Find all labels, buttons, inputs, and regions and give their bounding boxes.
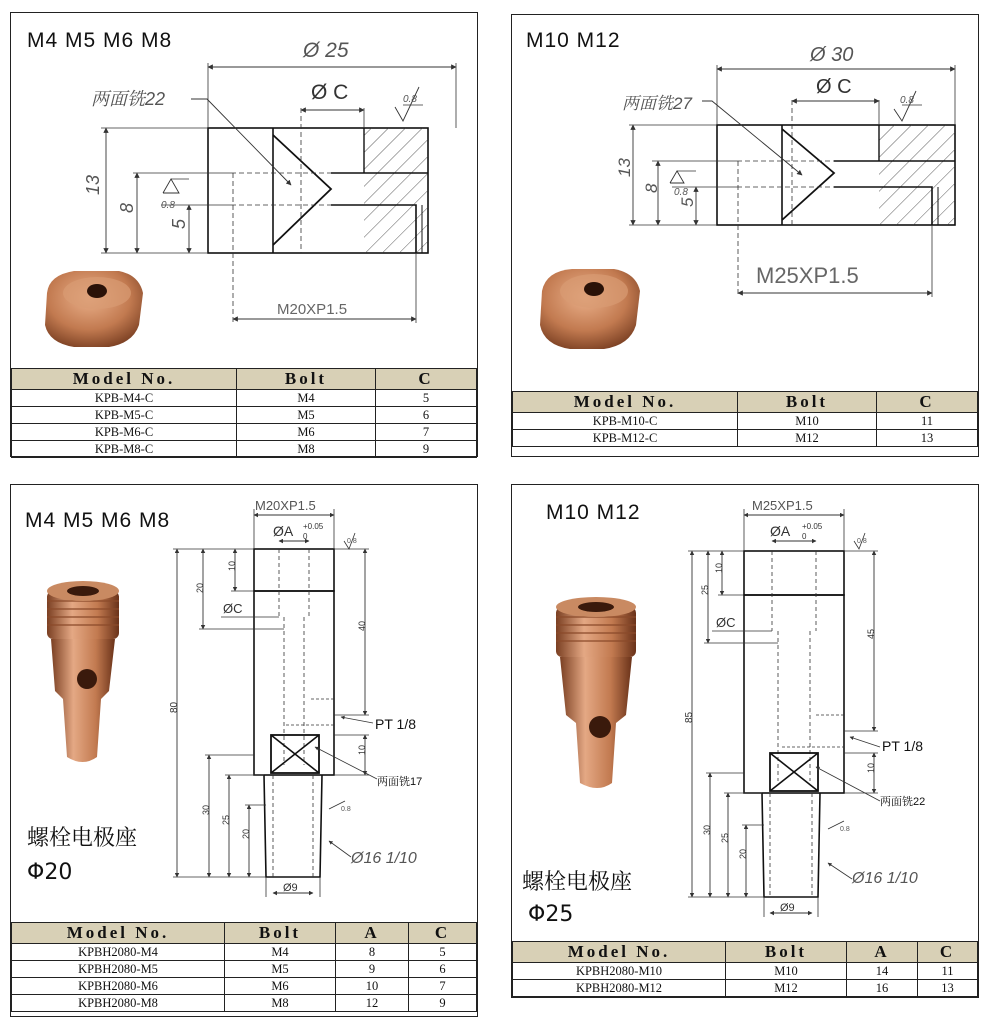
dim-80: 80: [169, 701, 180, 713]
cell-c: 7: [376, 424, 477, 441]
col-bolt: Bolt: [738, 392, 877, 413]
dim-flats: 两面铣27: [622, 94, 692, 113]
dim-85: 85: [684, 711, 695, 723]
cell-c: 9: [376, 441, 477, 458]
dim-thread: M20XP1.5: [277, 301, 348, 318]
dim-20b: 20: [241, 828, 251, 839]
dim-40: 40: [357, 620, 367, 631]
product-size: Φ25: [528, 902, 574, 927]
col-c: C: [918, 942, 978, 963]
table-row: [12, 390, 477, 407]
cell-bolt: M5: [225, 961, 336, 978]
col-model: Model No.: [513, 942, 726, 963]
product-name: 螺栓电极座: [27, 826, 138, 851]
dim-height-13: 13: [615, 158, 634, 177]
dim-c-dia: Ø C: [311, 81, 349, 104]
cell-c: 7: [409, 978, 477, 995]
panel-nut-m4-m8: [10, 12, 478, 457]
panel-title: M4 M5 M6 M8: [27, 29, 173, 52]
col-model: Model No.: [12, 369, 237, 390]
col-bolt: Bolt: [726, 942, 847, 963]
cell-bolt: M12: [726, 980, 847, 997]
dim-roughness: 0.8: [674, 187, 688, 198]
dim-taper: Ø16 1/10: [852, 870, 918, 887]
dim-10a: 10: [714, 562, 724, 573]
cell-model: KPB-M4-C: [12, 390, 237, 407]
cell-bolt: M6: [237, 424, 376, 441]
dim-20: 20: [738, 848, 748, 859]
dim-thread: M25XP1.5: [752, 498, 813, 513]
dim-30: 30: [201, 804, 211, 815]
cell-bolt: M10: [738, 413, 877, 430]
panel-holder-phi25: [511, 484, 979, 998]
dim-45: 45: [866, 628, 876, 639]
cell-model: KPBH2080-M6: [12, 978, 225, 995]
col-a: A: [847, 942, 918, 963]
table-row: [513, 963, 978, 980]
cell-a: 14: [847, 963, 918, 980]
holder-photo: [41, 581, 131, 771]
dim-a-dia: ØA: [770, 523, 791, 539]
dim-roughness: 0.8: [900, 95, 914, 106]
panel-title: M10 M12: [526, 29, 621, 52]
cell-c: 13: [877, 430, 978, 447]
cell-model: KPBH2080-M8: [12, 995, 225, 1012]
col-c: C: [877, 392, 978, 413]
table-row: [12, 978, 477, 995]
cell-model: KPB-M6-C: [12, 424, 237, 441]
dim-10b: 10: [357, 744, 367, 755]
dim-height-8: 8: [117, 202, 137, 213]
holder-photo: [552, 597, 644, 797]
cell-model: KPBH2080-M5: [12, 961, 225, 978]
dim-pt: PT 1/8: [882, 738, 923, 754]
table-row: [513, 980, 978, 997]
cell-a: 8: [336, 944, 409, 961]
spec-table: [11, 368, 477, 458]
cell-c: 11: [918, 963, 978, 980]
cell-c: 6: [409, 961, 477, 978]
dim-flats: 两面铣22: [91, 89, 166, 109]
dim-10a: 10: [227, 560, 237, 571]
dim-tip: Ø9: [780, 902, 795, 914]
cell-bolt: M4: [237, 390, 376, 407]
cell-c: 6: [376, 407, 477, 424]
cell-a: 16: [847, 980, 918, 997]
cell-a: 10: [336, 978, 409, 995]
table-row: [12, 944, 477, 961]
dim-25b: 25: [720, 832, 730, 843]
cell-bolt: M10: [726, 963, 847, 980]
dim-25: 25: [221, 814, 231, 825]
dim-roughness: 0.8: [347, 538, 357, 545]
col-c: C: [376, 369, 477, 390]
dim-c-dia: Ø C: [816, 76, 852, 98]
dim-flats: 两面铣17: [377, 776, 423, 788]
panel-title: M4 M5 M6 M8: [25, 509, 171, 532]
cell-c: 5: [409, 944, 477, 961]
cell-bolt: M12: [738, 430, 877, 447]
dim-c-dia: ØC: [223, 601, 243, 616]
col-model: Model No.: [12, 923, 225, 944]
dim-height-13: 13: [83, 174, 103, 195]
panel-title: M10 M12: [546, 501, 641, 524]
dim-thread: M25XP1.5: [756, 263, 859, 288]
dim-c-dia: ØC: [716, 615, 736, 630]
table-row: [12, 407, 477, 424]
dim-roughness: 0.8: [341, 806, 351, 813]
spec-table: [512, 391, 978, 447]
dim-25: 25: [700, 584, 710, 595]
dim-thread: M20XP1.5: [255, 498, 316, 513]
dim-30: 30: [702, 824, 712, 835]
cell-c: 13: [918, 980, 978, 997]
dim-a-dia: ØA: [273, 523, 294, 539]
cell-bolt: M6: [225, 978, 336, 995]
dim-tolerance-zero: 0: [802, 532, 807, 541]
col-a: A: [336, 923, 409, 944]
dim-roughness: 0.8: [840, 826, 850, 833]
dim-tolerance-zero: 0: [303, 532, 308, 541]
dim-roughness: 0.8: [857, 538, 867, 545]
spec-table: [512, 941, 978, 997]
nut-photo: [534, 261, 646, 355]
col-model: Model No.: [513, 392, 738, 413]
product-size: Φ20: [27, 860, 73, 885]
cell-model: KPBH2080-M12: [513, 980, 726, 997]
cell-c: 9: [409, 995, 477, 1012]
cell-bolt: M8: [237, 441, 376, 458]
cell-c: 11: [877, 413, 978, 430]
dim-20: 20: [195, 582, 205, 593]
table-row: [12, 995, 477, 1012]
panel-nut-m10-m12: [511, 14, 979, 457]
dim-tip: Ø9: [283, 882, 298, 894]
table-row: [12, 441, 477, 458]
cell-model: KPB-M12-C: [513, 430, 738, 447]
cell-bolt: M4: [225, 944, 336, 961]
cell-model: KPBH2080-M10: [513, 963, 726, 980]
dim-height-8: 8: [642, 183, 661, 193]
dim-outer-dia: Ø 25: [303, 39, 349, 62]
cell-model: KPB-M8-C: [12, 441, 237, 458]
panel-holder-phi20: [10, 484, 478, 1017]
cell-c: 5: [376, 390, 477, 407]
col-c: C: [409, 923, 477, 944]
nut-photo: [39, 263, 149, 353]
spec-table: [11, 922, 477, 1012]
dim-roughness: 0.8: [403, 94, 417, 105]
table-row: [513, 413, 978, 430]
cell-model: KPBH2080-M4: [12, 944, 225, 961]
cell-a: 9: [336, 961, 409, 978]
dim-roughness: 0.8: [161, 200, 175, 211]
dim-tolerance: +0.05: [802, 522, 823, 531]
table-row: [12, 424, 477, 441]
cell-a: 12: [336, 995, 409, 1012]
dim-outer-dia: Ø 30: [810, 44, 854, 66]
table-row: [513, 430, 978, 447]
cell-model: KPB-M5-C: [12, 407, 237, 424]
dim-height-5: 5: [678, 197, 697, 207]
col-bolt: Bolt: [237, 369, 376, 390]
dim-10b: 10: [866, 762, 876, 773]
cell-bolt: M8: [225, 995, 336, 1012]
dim-flats: 两面铣22: [880, 796, 926, 808]
col-bolt: Bolt: [225, 923, 336, 944]
dim-taper: Ø16 1/10: [351, 850, 417, 867]
cell-model: KPB-M10-C: [513, 413, 738, 430]
dim-tolerance: +0.05: [303, 522, 324, 531]
dim-pt: PT 1/8: [375, 716, 416, 732]
cell-bolt: M5: [237, 407, 376, 424]
dim-height-5: 5: [169, 218, 189, 229]
table-row: [12, 961, 477, 978]
product-name: 螺栓电极座: [522, 870, 633, 895]
